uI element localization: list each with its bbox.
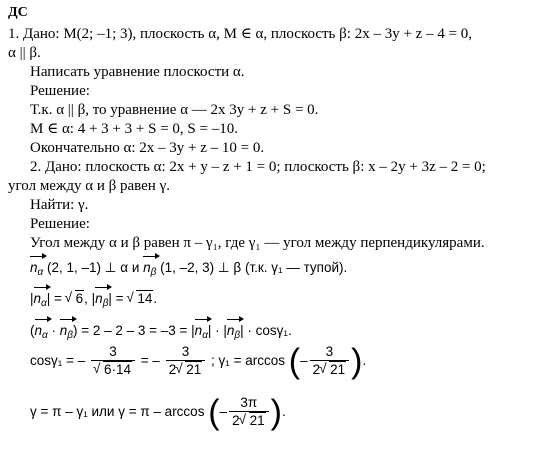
n-alpha-coords: (2, 1, –1) ⊥ α и [46, 260, 140, 275]
fraction-1: 3 √ 6·14 [91, 343, 135, 379]
problem1-step1: Т.к. α || β, то уравнение α — 2x 3y + z + S = 0. [30, 102, 319, 118]
cos-line: cosγ₁ = – 3 √ 6·14 = – $\frac{3}{2√ 21}$ ; γ₁ = arccos (– $\frac{3}{2√ 21}$ ). [30, 343, 366, 379]
normals-line [30, 259, 347, 276]
cos-lhs: cosγ₁ = – [30, 353, 86, 368]
problem2-given-line2: угол между α и β равен γ. [8, 178, 170, 194]
problem2-find: Найти: γ. [30, 197, 89, 213]
lengths-eq1: | = [46, 291, 66, 306]
cos-arccos: ; γ₁ = arccos [211, 353, 285, 368]
vector-n-alpha: $n_\alpha$ [194, 323, 208, 341]
problem2-given-line1: 2. Дано: плоскость α: 2x + y – z + 1 = 0; плоскость β: x – 2y + 3z – 2 = 0; [30, 159, 486, 175]
fraction-final: $\frac{3\pi}{2√ 21}$ [229, 394, 269, 430]
sqrt-14: √ 14 [127, 290, 153, 307]
problem1-solution-label: Решение: [30, 83, 90, 99]
n-beta-coords: (1, –2, 3) ⊥ β (т.к. γ₁ — тупой). [160, 260, 348, 275]
problem1-given-line1: 1. Дано: M(2; –1; 3), плоскость α, M ∈ α, плоскость β: 2x – 3y + z – 4 = 0, [8, 26, 473, 42]
lengths-end: . [153, 291, 158, 306]
vector-n-alpha: $n_\alpha$ [33, 291, 47, 309]
dot-end: | · cosγ₁. [240, 323, 292, 338]
cos-mid: = – [140, 353, 160, 368]
sqrt-6: √ 6 [66, 290, 85, 307]
lengths-sep: , | [84, 291, 96, 306]
lengths-eq2: | = [108, 291, 128, 306]
final-line: γ = π – γ₁ или γ = π – arccos (– $\frac{3\pi}{2√ 21}$ ). [30, 394, 286, 430]
problem1-step2: M ∈ α: 4 + 3 + 3 + S = 0, S = –10. [30, 121, 238, 137]
vector-n-beta: $n_\beta$ [95, 291, 109, 309]
fraction-3: $\frac{3}{2√ 21}$ [310, 343, 350, 379]
problem1-answer: Окончательно α: 2x – 3y + z – 10 = 0. [30, 140, 265, 156]
dot-product-line: $(n_\alpha \cdot n_\beta) = 2 - 2 - 3 = -3 = |n_\alpha| \cdot |n_\beta| \cdot \cos\gamma_1$. [30, 323, 292, 341]
vector-n-alpha: $n_\alpha$ [34, 323, 48, 341]
vector-n-alpha: $n_\alpha$ [30, 260, 44, 278]
problem1-given-line2: α || β. [8, 45, 41, 61]
problem1-task: Написать уравнение плоскости α. [30, 64, 245, 80]
lengths-line: $|n_\alpha|$ = √ 6, $|n_\beta|$ = √ 14. [30, 290, 157, 307]
dot-mid: ) = 2 – 2 – 3 = –3 = | [72, 323, 195, 338]
problem2-solution-label: Решение: [30, 216, 90, 232]
vector-n-beta: $n_\beta$ [226, 323, 241, 341]
problem2-angle-text: Угол между α и β равен π – γ₁, где γ₁ — угол между перпендикулярами. [30, 235, 485, 251]
page-title: ДС [8, 5, 28, 20]
fraction-2: $\frac{3}{2√ 21}$ [166, 343, 206, 379]
vector-n-beta: $n_\beta$ [59, 323, 73, 341]
final-lhs: γ = π – γ₁ или γ = π – arccos [30, 404, 205, 419]
vector-n-beta: $n_\beta$ [143, 260, 157, 278]
